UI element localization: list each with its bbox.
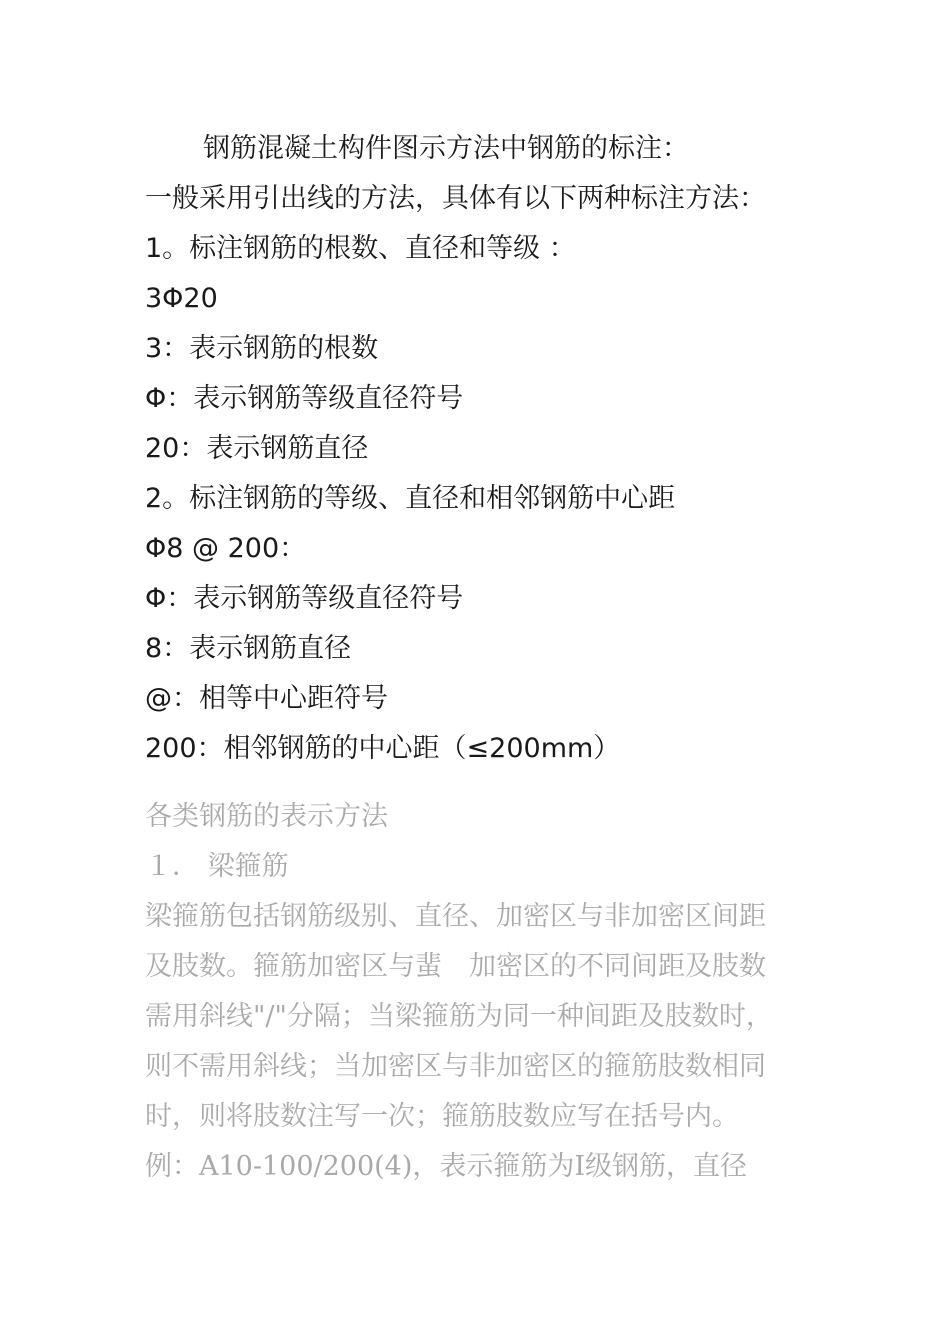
section-heading: 钢筋混凝土构件图示方法中钢筋的标注： bbox=[203, 133, 689, 164]
text-line: 及肢数。箍筋加密区与蜚 加密区的不同间距及肢数 bbox=[145, 951, 766, 982]
text-line: 例：A10-100/200(4)，表示箍筋为Ⅰ级钢筋，直径 bbox=[145, 1151, 748, 1182]
text-line: 8：表示钢筋直径 bbox=[145, 633, 352, 664]
text-line: 3Φ20 bbox=[145, 283, 218, 314]
text-line: 一般采用引出线的方法，具体有以下两种标注方法： bbox=[145, 183, 766, 214]
text-line: 需用斜线"/"分隔；当梁箍筋为同一种间距及肢数时， bbox=[145, 1001, 773, 1032]
text-line: Φ8 @ 200： bbox=[145, 533, 307, 564]
text-line: 200：相邻钢筋的中心距（≤200mm） bbox=[145, 733, 621, 764]
text-line: 3：表示钢筋的根数 bbox=[145, 333, 379, 364]
text-line: @：相等中心距符号 bbox=[145, 683, 388, 714]
text-line: Φ：表示钢筋等级直径符号 bbox=[145, 383, 464, 414]
text-line: 则不需用斜线；当加密区与非加密区的箍筋肢数相同 bbox=[145, 1051, 766, 1082]
text-line: 1。标注钢筋的根数、直径和等级 ： bbox=[145, 233, 576, 264]
text-line: 2。标注钢筋的等级、直径和相邻钢筋中心距 bbox=[145, 483, 676, 514]
text-line: 时，则将肢数注写一次；箍筋肢数应写在括号内。 bbox=[145, 1101, 739, 1132]
subsection-heading: １． 梁箍筋 bbox=[145, 851, 289, 882]
section-heading: 各类钢筋的表示方法 bbox=[145, 801, 388, 832]
text-line: 梁箍筋包括钢筋级别、直径、加密区与非加密区间距 bbox=[145, 901, 766, 932]
text-line: Φ：表示钢筋等级直径符号 bbox=[145, 583, 464, 614]
text-line: 20：表示钢筋直径 bbox=[145, 433, 369, 464]
